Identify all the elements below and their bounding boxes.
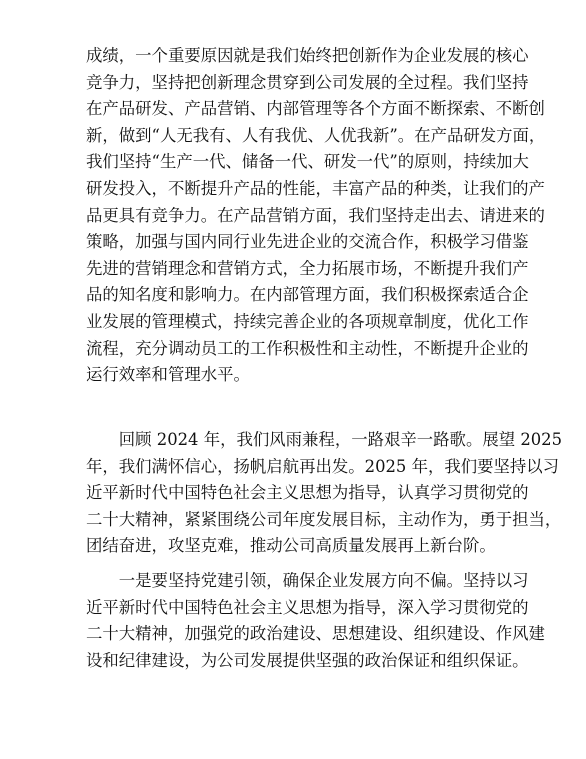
text-line: 业发展的管理模式，持续完善企业的各项规章制度，优化工作 <box>86 311 529 331</box>
text-line: 我们坚持“生产一代、储备一代、研发一代”的原则，持续加大 <box>86 152 529 172</box>
text-line: 在产品研发、产品营销、内部管理等各个方面不断探索、不断创 <box>86 99 545 119</box>
paragraph-review-outlook <box>86 427 563 560</box>
paragraph-party-building <box>86 568 545 674</box>
text-line: 二十大精神，紧紧围绕公司年度发展目标，主动作为，勇于担当， <box>86 509 562 529</box>
text-line: 品的知名度和影响力。在内部管理方面，我们积极探索适合企 <box>86 285 529 305</box>
text-line: 二十大精神，加强党的政治建设、思想建设、组织建设、作风建 <box>86 624 545 644</box>
text-line: 团结奋进，攻坚克难，推动公司高质量发展再上新台阶。 <box>86 536 496 556</box>
text-line: 年，我们满怀信心，扬帆启航再出发。2025 年，我们要坚持以习 <box>86 456 560 476</box>
text-line: 近平新时代中国特色社会主义思想为指导，认真学习贯彻党的 <box>86 483 529 503</box>
text-line: 策略，加强与国内同行业先进企业的交流合作，积极学习借鉴 <box>86 232 529 252</box>
text-line: 竞争力，坚持把创新理念贯穿到公司发展的全过程。我们坚持 <box>86 72 529 92</box>
text-line: 流程，充分调动员工的工作积极性和主动性，不断提升企业的 <box>86 338 529 358</box>
text-line: 成绩，一个重要原因就是我们始终把创新作为企业发展的核心 <box>86 46 529 65</box>
text-line: 近平新时代中国特色社会主义思想为指导，深入学习贯彻党的 <box>86 597 529 617</box>
text-line: 运行效率和管理水平。 <box>86 365 250 385</box>
text-line: 先进的营销理念和营销方式，全力拓展市场，不断提升我们产 <box>86 258 529 278</box>
text-line: 新，做到“人无我有、人有我优、人优我新”。在产品研发方面， <box>86 125 546 145</box>
text-line: 设和纪律建设，为公司发展提供坚强的政治保证和组织保证。 <box>86 650 529 670</box>
text-line: 研发投入，不断提升产品的性能，丰富产品的种类，让我们的产 <box>86 178 545 198</box>
text-line: 品更具有竞争力。在产品营销方面，我们坚持走出去、请进来的 <box>86 205 545 225</box>
text-line: 回顾 2024 年，我们风雨兼程，一路艰辛一路歌。展望 2025 <box>86 430 563 449</box>
text-line: 一是要坚持党建引领，确保企业发展方向不偏。坚持以习 <box>86 571 529 590</box>
paragraph-innovation <box>86 43 546 389</box>
